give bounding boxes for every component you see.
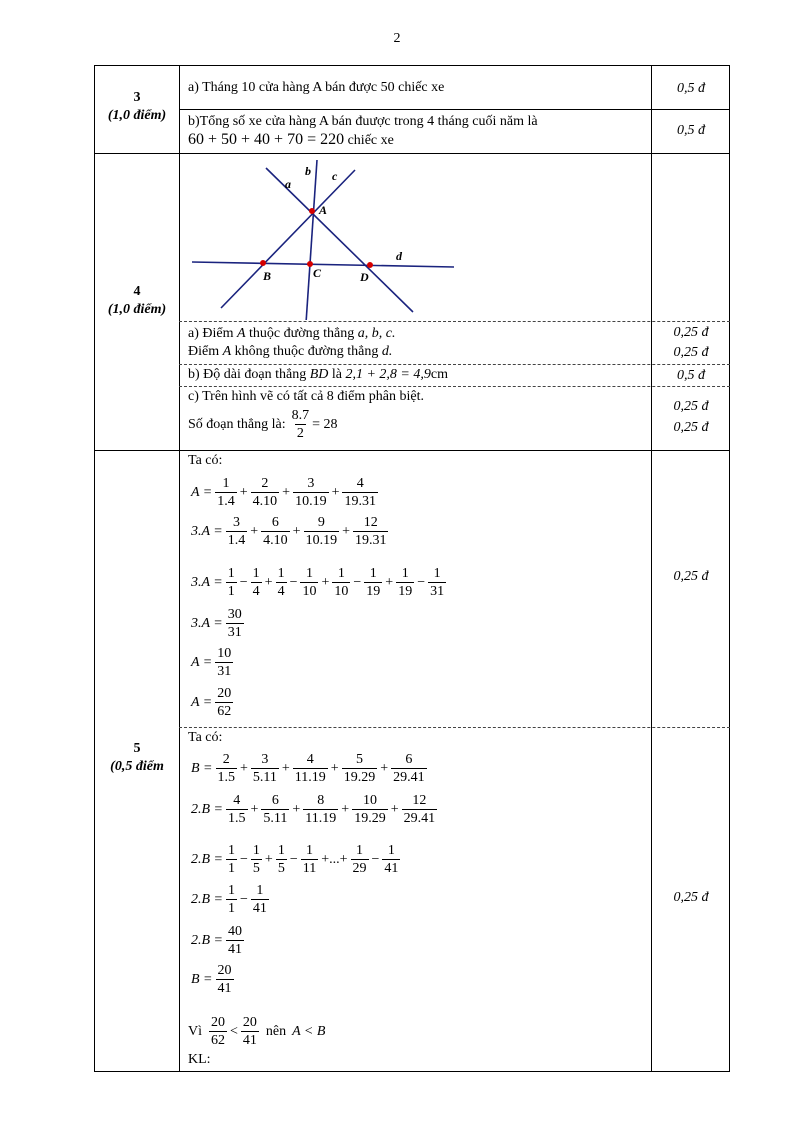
q4-part-a-line2 <box>188 344 392 360</box>
equation-row <box>191 843 401 877</box>
numerator: 1 <box>305 566 313 581</box>
numerator: 3 <box>261 752 269 767</box>
row-divider <box>179 321 730 322</box>
denominator: 31 <box>217 664 232 679</box>
fraction <box>226 924 244 958</box>
numerator: 1 <box>256 883 264 898</box>
q4-part-c-line2 <box>188 408 338 442</box>
equation-row <box>191 515 389 549</box>
fraction <box>351 843 369 877</box>
fraction <box>226 566 237 600</box>
fraction <box>226 883 237 917</box>
q5-a-score: 0,25 đ <box>673 569 709 584</box>
denominator: 19.29 <box>343 770 376 785</box>
numerator: 12 <box>363 515 378 530</box>
label-point-d: D <box>360 270 369 284</box>
denominator: 5 <box>252 861 260 876</box>
q4-part-b <box>188 367 448 383</box>
numerator: 4 <box>306 752 314 767</box>
q4-c-score-1: 0,25 đ <box>673 399 709 414</box>
fraction <box>290 408 312 442</box>
operator: + <box>264 852 273 867</box>
denominator: 4.10 <box>252 494 278 509</box>
denominator: 10.19 <box>305 533 338 548</box>
denominator: 10 <box>334 584 349 599</box>
question-number: 4 <box>133 284 141 299</box>
numerator: 2 <box>261 476 269 491</box>
question-points: (1,0 điểm) <box>107 302 167 317</box>
denominator: 62 <box>211 1033 225 1048</box>
equation-row <box>191 793 438 827</box>
numerator: 12 <box>412 793 427 808</box>
point-a <box>310 209 315 214</box>
fraction <box>251 566 262 600</box>
fraction <box>428 566 446 600</box>
q5-b-intro: Ta có: <box>188 730 223 745</box>
numerator: 1 <box>277 843 285 858</box>
denominator: 41 <box>384 861 399 876</box>
fraction <box>209 1015 227 1049</box>
row-divider <box>179 386 730 387</box>
operator: − <box>289 852 298 867</box>
operator: + <box>250 524 259 539</box>
operator: + <box>390 802 399 817</box>
q4-a-score-2: 0,25 đ <box>673 345 709 360</box>
point-label: A <box>222 344 232 359</box>
equation-lhs: 3.A = <box>191 524 223 539</box>
equation-row <box>191 646 234 680</box>
operator: − <box>289 575 298 590</box>
fraction <box>226 607 244 641</box>
operator: + <box>321 575 330 590</box>
denominator: 11.19 <box>294 770 326 785</box>
denominator: 1.5 <box>217 770 235 785</box>
numerator: 1 <box>252 843 260 858</box>
q5-b-score: 0,25 đ <box>673 890 709 905</box>
numerator: 3 <box>307 476 315 491</box>
equation-lhs: 2.B = <box>191 852 223 867</box>
equation-lhs: A = <box>191 485 213 500</box>
text: Vì <box>188 1024 202 1039</box>
numerator: 40 <box>228 924 242 939</box>
question-points: (1,0 điểm) <box>107 108 167 123</box>
denominator: 2 <box>296 426 304 441</box>
operator: + <box>331 485 340 500</box>
fraction <box>251 843 262 877</box>
equation-lhs: A = <box>191 695 213 710</box>
fraction <box>300 566 318 600</box>
label-d: d <box>396 249 402 263</box>
text: nên <box>265 1024 287 1039</box>
denominator: 5.11 <box>263 811 288 826</box>
denominator: 29 <box>352 861 367 876</box>
label-point-b: B <box>263 269 272 283</box>
numerator: 5 <box>355 752 363 767</box>
operator: + <box>239 485 248 500</box>
operator: +...+ <box>321 852 348 867</box>
numerator: 1 <box>227 566 235 581</box>
denominator: 41 <box>252 901 267 916</box>
question-5-label <box>95 740 179 776</box>
segment-label: BD <box>309 367 329 382</box>
equation-lhs: A = <box>191 655 213 670</box>
fraction <box>301 843 318 877</box>
denominator: 41 <box>242 1033 257 1048</box>
denominator: 4 <box>252 584 260 599</box>
unit: cm <box>430 367 448 382</box>
numerator: 9 <box>317 515 325 530</box>
row-divider <box>179 727 730 728</box>
denominator: 1.4 <box>217 494 235 509</box>
line-b <box>305 160 317 320</box>
fraction <box>251 752 279 786</box>
q4-c-score-2: 0,25 đ <box>673 420 709 435</box>
fraction <box>293 476 329 510</box>
equation-lhs: B = <box>191 972 213 987</box>
fraction <box>402 793 438 827</box>
operator: − <box>417 575 426 590</box>
fraction <box>251 883 269 917</box>
fraction <box>303 793 338 827</box>
operator: + <box>264 575 273 590</box>
numerator: 10 <box>362 793 377 808</box>
numerator: 1 <box>228 843 235 858</box>
operator: + <box>292 524 301 539</box>
numerator: 1 <box>252 566 260 581</box>
q5-a-intro: Ta có: <box>188 453 223 468</box>
line-labels: a, b, c. <box>357 326 396 341</box>
equation-lhs: 3.A = <box>191 575 223 590</box>
page-number: 2 <box>393 31 401 46</box>
numerator: 1 <box>369 566 377 581</box>
denominator: 31 <box>227 625 242 640</box>
denominator: 62 <box>217 704 232 719</box>
denominator: 41 <box>228 942 242 957</box>
text: a) Điểm <box>188 326 234 341</box>
fraction <box>215 476 237 510</box>
comparison <box>188 1015 325 1049</box>
fraction <box>276 843 287 877</box>
denominator: 4 <box>277 584 285 599</box>
point-b <box>261 261 266 266</box>
point-d <box>368 263 373 268</box>
q3-b-score: 0,5 đ <box>677 123 705 138</box>
fraction <box>261 515 290 549</box>
denominator: 19.31 <box>354 533 387 548</box>
denominator: 4.10 <box>263 533 288 548</box>
question-points: (0,5 điểm <box>110 759 164 774</box>
point-label: A <box>236 326 246 341</box>
numerator: 20 <box>211 1015 225 1030</box>
equation-row <box>191 963 235 997</box>
text: thuộc đường thẳng <box>249 326 355 341</box>
numerator: 6 <box>405 752 413 767</box>
numerator: 2 <box>222 752 230 767</box>
equation-row <box>191 566 447 600</box>
q3-part-b: b)Tổng số xe cửa hàng A bán đuược trong 4 tháng cuối năm là <box>188 114 538 129</box>
equation-lhs: 2.B = <box>191 802 223 817</box>
numerator: 1 <box>433 566 441 581</box>
fraction <box>382 843 400 877</box>
fraction <box>396 566 414 600</box>
operator: − <box>240 852 248 867</box>
numerator: 4 <box>356 476 364 491</box>
geometry-figure <box>95 90 465 320</box>
equation-row <box>191 924 245 958</box>
fraction <box>293 752 328 786</box>
row-divider <box>179 364 730 365</box>
denominator: 19 <box>366 584 381 599</box>
fraction <box>364 566 382 600</box>
fraction <box>342 476 378 510</box>
row-divider <box>95 450 730 451</box>
operator: + <box>380 761 389 776</box>
q4-part-a-line1 <box>188 326 395 342</box>
operator: + <box>250 802 259 817</box>
fraction <box>261 793 289 827</box>
fraction <box>226 843 237 877</box>
text: Điểm <box>188 344 220 359</box>
denominator: 29.41 <box>393 770 425 785</box>
operator: < <box>230 1024 238 1039</box>
operator: − <box>371 852 380 867</box>
point-c <box>308 262 313 267</box>
numerator: 1 <box>337 566 345 581</box>
denominator: 1 <box>228 861 235 876</box>
equation-lhs: B = <box>191 761 213 776</box>
fraction <box>226 515 248 549</box>
numerator: 1 <box>387 843 395 858</box>
numerator: 10 <box>217 646 232 661</box>
numerator: 1 <box>401 566 409 581</box>
equation-row <box>191 476 379 510</box>
fraction <box>216 963 234 997</box>
denominator: 5 <box>277 861 285 876</box>
equation-row <box>191 883 270 917</box>
q4-part-c-line1: c) Trên hình vẽ có tất cả 8 điểm phân biệt. <box>188 389 424 404</box>
operator: + <box>330 761 339 776</box>
formula-suffix: chiếc xe <box>347 133 394 148</box>
line-d <box>192 262 454 267</box>
denominator: 1 <box>228 901 235 916</box>
numerator: 30 <box>227 607 242 622</box>
operator: + <box>341 802 350 817</box>
formula: 60 + 50 + 40 + 70 = 220 <box>188 131 345 148</box>
operator: − <box>353 575 362 590</box>
denominator: 10.19 <box>295 494 327 509</box>
denominator: 19 <box>398 584 413 599</box>
fraction <box>226 793 248 827</box>
label-point-a: A <box>319 203 328 217</box>
q3-part-a: a) Tháng 10 cửa hàng A bán được 50 chiếc xe <box>188 80 445 95</box>
fraction <box>215 686 233 720</box>
q4-a-score-1: 0,25 đ <box>673 325 709 340</box>
fraction <box>352 793 388 827</box>
formula: 2,1 + 2,8 = 4,9 <box>345 367 431 382</box>
equation-row <box>191 686 234 720</box>
denominator: 1.4 <box>227 533 246 548</box>
numerator: 6 <box>271 515 279 530</box>
denominator: 29.41 <box>403 811 436 826</box>
denominator: 1.5 <box>228 811 246 826</box>
denominator: 31 <box>430 584 445 599</box>
operator: + <box>385 575 394 590</box>
fraction <box>241 1015 259 1049</box>
operator: + <box>282 485 291 500</box>
fraction <box>251 476 280 510</box>
denominator: 5.11 <box>252 770 277 785</box>
equation-row <box>191 607 245 641</box>
fraction <box>216 752 238 786</box>
numerator: 1 <box>356 843 363 858</box>
fraction <box>332 566 350 600</box>
label-a: a <box>285 177 291 191</box>
denominator: 41 <box>217 981 232 996</box>
text: là <box>331 367 342 382</box>
numerator: 4 <box>233 793 241 808</box>
operator: − <box>239 575 248 590</box>
numerator: 1 <box>305 843 313 858</box>
operator: + <box>281 761 290 776</box>
fraction <box>304 515 340 549</box>
operator: − <box>240 892 248 907</box>
denominator: 11.19 <box>305 811 337 826</box>
equation-lhs: 3.A = <box>191 616 223 631</box>
result: = 28 <box>312 417 338 432</box>
fraction <box>342 752 378 786</box>
text: Số đoạn thẳng là: <box>188 417 286 432</box>
label-b: b <box>305 164 311 178</box>
numerator: 6 <box>271 793 279 808</box>
fraction <box>391 752 427 786</box>
conclusion: KL: <box>188 1052 211 1067</box>
numerator: 20 <box>217 963 232 978</box>
numerator: 20 <box>242 1015 257 1030</box>
denominator: 11 <box>302 861 317 876</box>
q4-b-score: 0,5 đ <box>677 368 705 383</box>
text: không thuộc đường thẳng <box>234 344 379 359</box>
numerator: 20 <box>217 686 232 701</box>
numerator: 3 <box>233 515 240 530</box>
numerator: 1 <box>228 883 235 898</box>
denominator: 1 <box>227 584 235 599</box>
text: b) Độ dài đoạn thẳng <box>188 367 307 382</box>
line-label: d. <box>381 344 393 359</box>
denominator: 19.31 <box>344 494 376 509</box>
equation-lhs: 2.B = <box>191 933 223 948</box>
result: A < B <box>292 1024 326 1039</box>
fraction <box>215 646 233 680</box>
operator: + <box>240 761 248 776</box>
fraction <box>353 515 389 549</box>
label-c: c <box>332 169 338 183</box>
operator: + <box>292 802 301 817</box>
operator: + <box>342 524 350 539</box>
numerator: 8 <box>317 793 325 808</box>
denominator: 10 <box>302 584 317 599</box>
numerator: 1 <box>222 476 230 491</box>
equation-row <box>191 752 428 786</box>
equation-lhs: 2.B = <box>191 892 223 907</box>
denominator: 19.29 <box>354 811 386 826</box>
fraction <box>276 566 287 600</box>
numerator: 1 <box>277 566 285 581</box>
question-number: 5 <box>133 741 141 756</box>
q3-a-score: 0,5 đ <box>677 81 705 96</box>
label-point-c: C <box>313 266 322 280</box>
numerator: 8.7 <box>291 408 310 423</box>
question-number: 3 <box>133 90 141 105</box>
